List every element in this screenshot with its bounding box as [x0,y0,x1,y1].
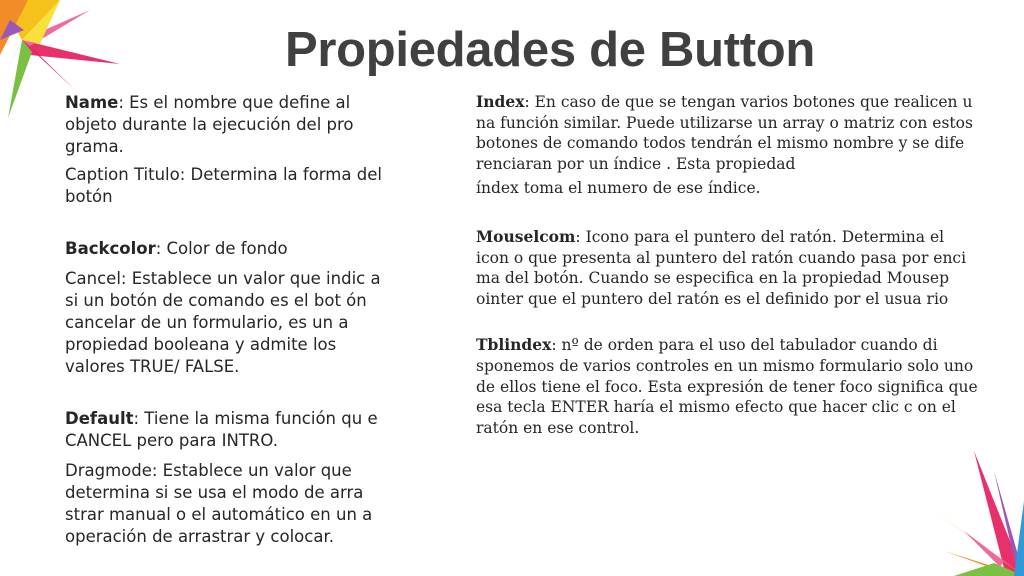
backcolor-property: Backcolor: Color de fondo [65,239,288,258]
slide-title: Propiedades de Button [284,23,816,77]
mouseicon-property: Mouselcom: Icono para el puntero del ratón. Determina el icon o que presenta al puntero del ratón cuando pasa por enci ma del botón. Cuando se especifica en la propiedad Mousep ointer que el puntero del ratón es el definido por el usua rio [476,226,967,308]
left-column [65,92,385,548]
cancel-property: Cancel: Establece un valor que indic a si un botón de comando es el bot ón cancelar de un formulario, es un a propiedad booleana y admite los valores TRUE/ FALSE. [65,269,381,376]
name-property: Name: Es el nombre que define al objeto durante la ejecución del pro grama. [65,93,354,156]
index-note: índex toma el numero de ese índice. [476,179,761,198]
right-column [476,92,980,438]
caption-property: Caption Titulo: Determina la forma del botón [65,165,382,206]
dragmode-property: Dragmode: Establece un valor que determina si se usa el modo de arra strar manual o el automático en un a operación de arrastrar y colocar. [65,461,373,546]
tabindex-property: Tblindex: nº de orden para el uso del tabulador cuando di sponemos de varios controles en un mismo formulario solo uno de ellos tiene el foco. Esta expresión de tener foco significa que esa tecla ENTER haría el mismo efecto que hacer clic c on el ratón en ese control. [476,335,978,437]
colorful-starburst-decoration-bottom-right [934,451,1024,576]
default-property: Default: Tiene la misma función qu e CANCEL pero para INTRO. [65,409,378,450]
index-property: Index: En caso de que se tengan varios botones que realicen u na función similar. Puede utilizarse un array o matriz con estos botones de comando todos tendrán el mismo nombre y se dife renciaran por un índice . Esta propiedad [476,92,973,173]
